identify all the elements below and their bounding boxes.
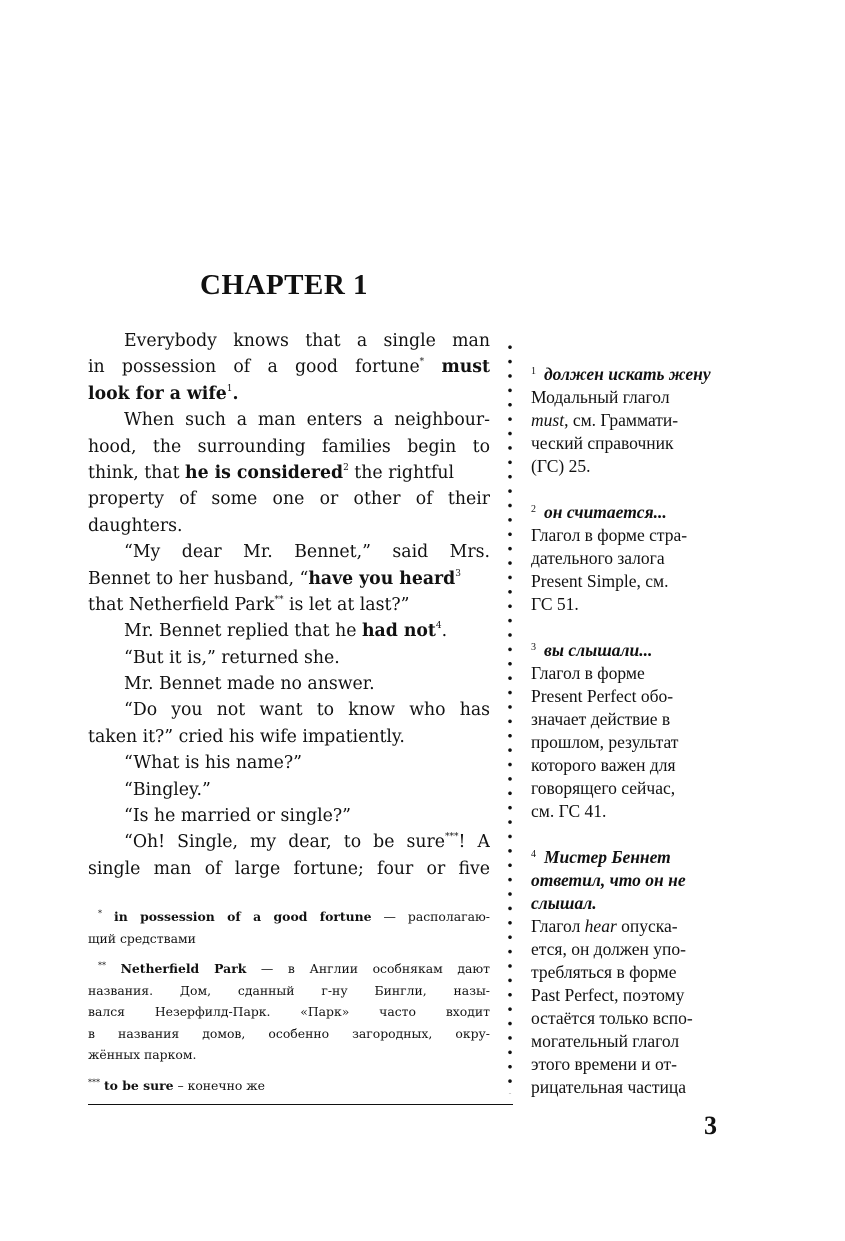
footnote-line: щий средствами (88, 930, 196, 946)
footnotes (88, 906, 490, 1105)
sidenote-line: говорящего сейчас, (531, 778, 676, 798)
text-line: “Oh! Single, my dear, to be sure***! A (124, 832, 490, 853)
footnote-line: вался Незерфилд-Парк. «Парк» часто входит (88, 1004, 490, 1019)
sidenote-line: см. ГС 41. (531, 801, 607, 821)
footnote-line: *** to be sure – конечно же (88, 1077, 265, 1093)
sidenote-line: которого важен для (531, 755, 676, 775)
footnote-line: ** Netherfield Park — в Англии особнякам дают (98, 961, 490, 976)
footnote-marker: * (419, 357, 425, 368)
sidenote-line: must, см. Граммати- (531, 410, 679, 430)
footnote-3 (88, 1075, 490, 1097)
sidenote-line: Present Simple, см. (531, 571, 669, 591)
text-line: in possession of a good fortune* must (88, 357, 490, 378)
sidenote-line: рицательная частица (531, 1077, 686, 1097)
footnote-line: жённых парком. (88, 1047, 197, 1062)
sidenote-2 (531, 501, 731, 616)
sidenote-line: Глагол в форме стра- (531, 525, 688, 545)
footnote-line: в названия домов, особенно загородных, окру- (88, 1025, 490, 1041)
bottom-rule (88, 1104, 513, 1105)
text-line: think, that he is considered$^2$ the rightful (88, 462, 455, 483)
sidenote-line: могательный глагол (531, 1031, 680, 1051)
text-line: When such a man enters a neighbour- (124, 410, 490, 431)
chapter-title: CHAPTER 1 (200, 269, 369, 301)
sidenote-line: значает действие в (531, 709, 671, 729)
sidenote-heading: $^1$ должен искать жену (531, 364, 711, 384)
sidenote-heading: $^4$ Мистер Беннет (531, 847, 671, 867)
footnote-2 (88, 958, 490, 1066)
text-line: Bennet to her husband, “have you heard$^3$ (88, 568, 461, 589)
sidenote-heading-line: слышал. (531, 893, 597, 913)
sidenotes (531, 363, 731, 1122)
sidenote-marker: 3 (455, 568, 461, 579)
sidenote-line: остаётся только вспо- (531, 1008, 693, 1028)
footnote-line: * in possession of a good fortune — располагаю- (98, 909, 490, 924)
sidenote-line: (ГС) 25. (531, 456, 591, 476)
sidenote-marker: 2 (343, 462, 349, 473)
sidenote-line: Модальный глагол (531, 387, 670, 407)
sidenote-3 (531, 639, 731, 823)
text-line: single man of large fortune; four or five (88, 858, 490, 879)
sidenote-line: этого времени и от- (531, 1054, 678, 1074)
sidenote-4 (531, 846, 731, 1099)
footnote-line: названия. Дом, сданный г-ну Бингли, назы- (88, 982, 490, 998)
sidenote-line: Глагол hear опуска- (531, 916, 678, 936)
footnote-marker: *** (445, 832, 459, 843)
sidenote-line: Past Perfect, поэтому (531, 985, 685, 1005)
page-number: 3 (704, 1111, 717, 1140)
text-line: “But it is,” returned she. (124, 647, 340, 668)
text-line: hood, the surrounding families begin to (88, 436, 490, 457)
text-line: “Bingley.” (124, 779, 211, 800)
sidenote-line: ГС 51. (531, 594, 579, 614)
footnote-marker: ** (274, 594, 284, 605)
sidenote-line: дательного залога (531, 548, 665, 568)
footnote-1 (88, 906, 490, 949)
sidenote-heading: $^3$ вы слышали... (531, 640, 653, 660)
text-line: Everybody knows that a single man (124, 331, 490, 351)
text-line: property of some one or other of their (88, 489, 490, 510)
sidenote-line: требляться в форме (531, 962, 677, 982)
text-line: “Do you not want to know who has (124, 700, 490, 721)
sidenote-marker: 4 (435, 621, 442, 632)
sidenote-line: прошлом, результат (531, 732, 679, 752)
text-line: taken it?” cried his wife impatiently. (88, 726, 405, 747)
sidenote-line: Глагол в форме (531, 663, 645, 683)
sidenote-line: ется, он должен упо- (531, 939, 686, 959)
sidenote-marker: 1 (226, 383, 233, 394)
text-line: “Is he married or single?” (124, 806, 351, 827)
sidenote-heading-line: ответил, что он не (531, 870, 686, 890)
dotted-divider (507, 340, 513, 1094)
text-line: look for a wife$^1$. (88, 383, 239, 404)
sidenote-line: Present Perfect обо- (531, 686, 674, 706)
text-line: “My dear Mr. Bennet,” said Mrs. (124, 542, 490, 563)
text-line: Mr. Bennet replied that he had not$^4$. (124, 621, 448, 642)
sidenote-heading: $^2$ он считается... (531, 502, 667, 522)
text-line: “What is his name?” (124, 753, 303, 774)
sidenote-line: ческий справочник (531, 433, 674, 453)
sidenote-1 (531, 363, 731, 478)
text-line: that Netherfield Park** is let at last?” (88, 594, 410, 615)
text-line: daughters. (88, 515, 183, 536)
text-line: Mr. Bennet made no answer. (124, 674, 375, 695)
main-text (88, 328, 490, 882)
